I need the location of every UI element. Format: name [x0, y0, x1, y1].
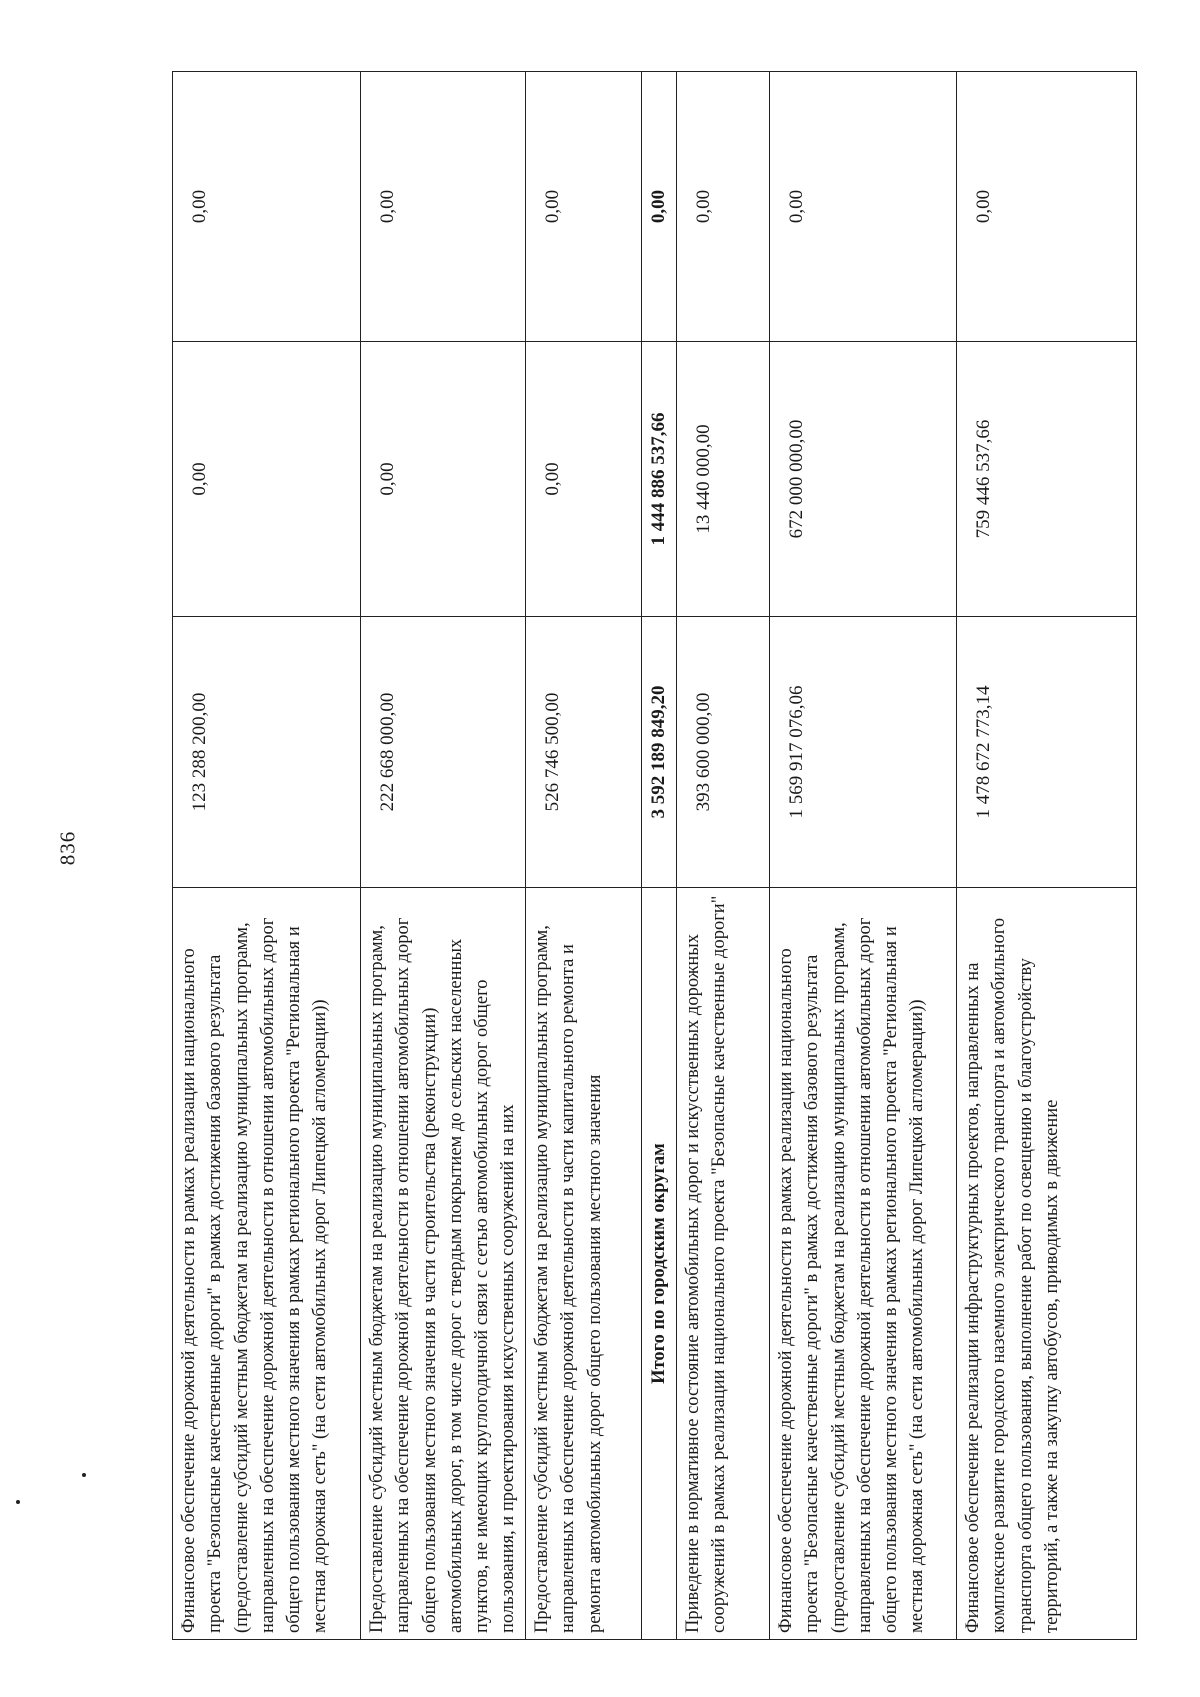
row-value-3: 0,00: [956, 72, 1136, 342]
row-value-3: 0,00: [676, 72, 769, 342]
scan-speck: [16, 1500, 20, 1504]
page-number: 836: [55, 830, 80, 866]
row-value-1: 1 478 672 773,14: [956, 617, 1136, 888]
table-row: [956, 72, 1136, 1640]
row-value-3: 0,00: [642, 72, 677, 342]
row-description: Предоставление субсидий местным бюджетам на реализацию муниципальных программ, направленных на обеспечение дорожной деятельности в отношении автомобильных дорог общего пользования местного значения в части строительства (реконструкции) автомобильных дорог, в том числе дорог с твердым покрытием до сельских населенных пунктов, не имеющих круглогодичной связи с сетью автомобильных дорог общего пользования, и проектирования искусственных сооружений на них: [361, 888, 526, 1640]
row-value-3: 0,00: [769, 72, 956, 342]
row-value-1: 222 668 000,00: [361, 617, 526, 888]
row-value-1: 1 569 917 076,06: [769, 617, 956, 888]
row-value-2: 0,00: [526, 342, 642, 617]
budget-table: [172, 71, 1137, 1640]
row-description: Финансовое обеспечение реализации инфраструктурных проектов, направленных на комплексное развитие городского наземного электрического транспорта и автомобильного транспорта общего пользования, выполнение работ по освещению и благоустройству территорий, а также на закупку автобусов, приводимых в движение: [956, 888, 1136, 1640]
row-value-2: 672 000 000,00: [769, 342, 956, 617]
row-value-2: 1 444 886 537,66: [642, 342, 677, 617]
row-value-1: 3 592 189 849,20: [642, 617, 677, 888]
row-value-3: 0,00: [173, 72, 361, 342]
row-value-1: 526 746 500,00: [526, 617, 642, 888]
row-description: Итого по городским округам: [642, 888, 677, 1640]
table-row: [361, 72, 526, 1640]
row-value-2: 0,00: [173, 342, 361, 617]
row-value-2: 0,00: [361, 342, 526, 617]
row-description: Финансовое обеспечение дорожной деятельности в рамках реализации национального проекта "Безопасные качественные дороги" в рамках достижения базового результата (предоставление субсидий местным бюджетам на реализацию муниципальных программ, направленных на обеспечение дорожной деятельности в отношении автомобильных дорог общего пользования местного значения в рамках регионального проекта "Региональная и местная дорожная сеть" (на сети автомобильных дорог Липецкой агломерации)): [173, 888, 361, 1640]
row-description: Предоставление субсидий местным бюджетам на реализацию муниципальных программ, направленных на обеспечение дорожной деятельности в части капитального ремонта и ремонта автомобильных дорог общего пользования местного значения: [526, 888, 642, 1640]
row-value-2: 13 440 000,00: [676, 342, 769, 617]
scan-speck: [82, 1473, 86, 1477]
rotated-page-content: [172, 72, 1132, 1640]
table-row: [526, 72, 642, 1640]
row-value-3: 0,00: [361, 72, 526, 342]
row-value-1: 393 600 000,00: [676, 617, 769, 888]
row-value-1: 123 288 200,00: [173, 617, 361, 888]
row-description: Приведение в нормативное состояние автомобильных дорог и искусственных дорожных сооружений в рамках реализации национального проекта "Безопасные качественные дороги": [676, 888, 769, 1640]
table-row: [676, 72, 769, 1640]
table-row: [173, 72, 361, 1640]
row-value-2: 759 446 537,66: [956, 342, 1136, 617]
row-description: Финансовое обеспечение дорожной деятельности в рамках реализации национального проекта "Безопасные качественные дороги" в рамках достижения базового результата (предоставление субсидий местным бюджетам на реализацию муниципальных программ, направленных на обеспечение дорожной деятельности в отношении автомобильных дорог общего пользования местного значения в рамках регионального проекта "Региональная и местная дорожная сеть" (на сети автомобильных дорог Липецкой агломерации)): [769, 888, 956, 1640]
table-row: [769, 72, 956, 1640]
table-row-total: [642, 72, 677, 1640]
row-value-3: 0,00: [526, 72, 642, 342]
